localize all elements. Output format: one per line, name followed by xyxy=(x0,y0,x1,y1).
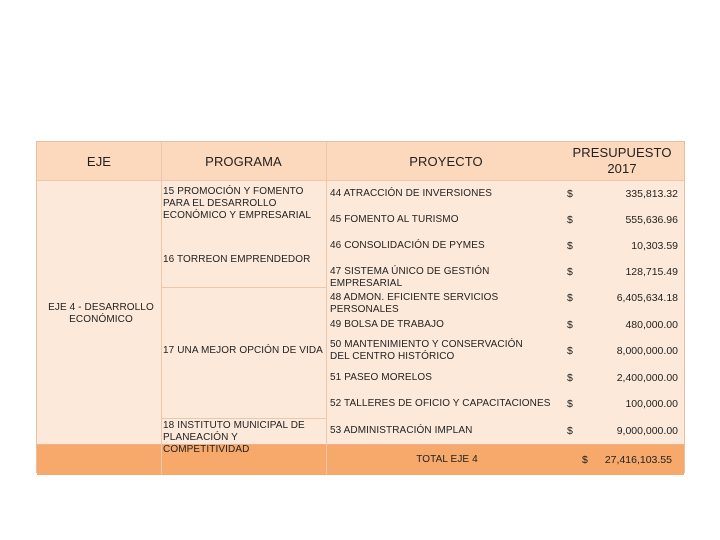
proyecto-51: 51 PASEO MORELOS xyxy=(330,372,433,383)
proyecto-45: 45 FOMENTO AL TURISMO xyxy=(330,214,459,225)
proyecto-44: 44 ATRACCIÓN DE INVERSIONES xyxy=(330,188,492,199)
amount-52: 100,000.00 xyxy=(625,398,678,410)
amount-53: 9,000,000.00 xyxy=(616,425,678,437)
currency-symbol: $ xyxy=(567,372,573,384)
currency-symbol: $ xyxy=(567,266,573,278)
total-currency: $ xyxy=(582,454,588,466)
proyecto-48: 48 ADMON. EFICIENTE SERVICIOS PERSONALES xyxy=(330,292,499,315)
proyecto-47: 47 SISTEMA ÚNICO DE GESTIÓN EMPRESARIAL xyxy=(330,266,490,289)
column-divider xyxy=(326,142,327,474)
currency-symbol: $ xyxy=(567,214,573,226)
programa-16: 16 TORREON EMPRENDEDOR xyxy=(163,254,311,265)
currency-symbol: $ xyxy=(567,240,573,252)
programa-15: 15 PROMOCIÓN Y FOMENTO PARA EL DESARROLLO ECONÓMICO Y EMPRESARIAL xyxy=(163,186,312,221)
currency-symbol: $ xyxy=(567,319,573,331)
amount-48: 6,405,634.18 xyxy=(616,292,678,304)
currency-symbol: $ xyxy=(567,398,573,410)
row-divider xyxy=(161,418,326,419)
row-divider xyxy=(161,287,326,288)
amount-44: 335,813.32 xyxy=(625,188,678,200)
proyecto-50: 50 MANTENIMIENTO Y CONSERVACIÓN DEL CENTRO HISTÓRICO xyxy=(330,339,523,362)
amount-45: 555,636.96 xyxy=(625,214,678,226)
programa-18: 18 INSTITUTO MUNICIPAL DE PLANEACIÓN Y COMPETITIVIDAD xyxy=(163,420,305,455)
header-presupuesto: PRESUPUESTO 2017 xyxy=(572,145,672,176)
amount-47: 128,715.49 xyxy=(625,266,678,278)
currency-symbol: $ xyxy=(567,292,573,304)
currency-symbol: $ xyxy=(567,425,573,437)
currency-symbol: $ xyxy=(567,345,573,357)
programa-17: 17 UNA MEJOR OPCIÓN DE VIDA xyxy=(163,345,323,356)
header-programa: PROGRAMA xyxy=(205,154,282,169)
amount-46: 10,303.59 xyxy=(631,240,678,252)
amount-50: 8,000,000.00 xyxy=(616,345,678,357)
column-divider xyxy=(161,142,162,474)
currency-symbol: $ xyxy=(567,188,573,200)
budget-table xyxy=(36,141,685,473)
amount-49: 480,000.00 xyxy=(625,319,678,331)
amount-51: 2,400,000.00 xyxy=(616,372,678,384)
proyecto-46: 46 CONSOLIDACIÓN DE PYMES xyxy=(330,240,485,251)
proyecto-52: 52 TALLERES DE OFICIO Y CAPACITACIONES xyxy=(330,398,551,409)
header-proyecto: PROYECTO xyxy=(409,154,483,169)
eje-label: EJE 4 - DESARROLLO ECONÓMICO xyxy=(48,302,154,325)
header-eje: EJE xyxy=(86,154,112,169)
total-amount: 27,416,103.55 xyxy=(604,454,672,466)
proyecto-53: 53 ADMINISTRACIÓN IMPLAN xyxy=(330,425,473,436)
proyecto-49: 49 BOLSA DE TRABAJO xyxy=(330,319,444,330)
total-label: TOTAL EJE 4 xyxy=(416,454,478,465)
